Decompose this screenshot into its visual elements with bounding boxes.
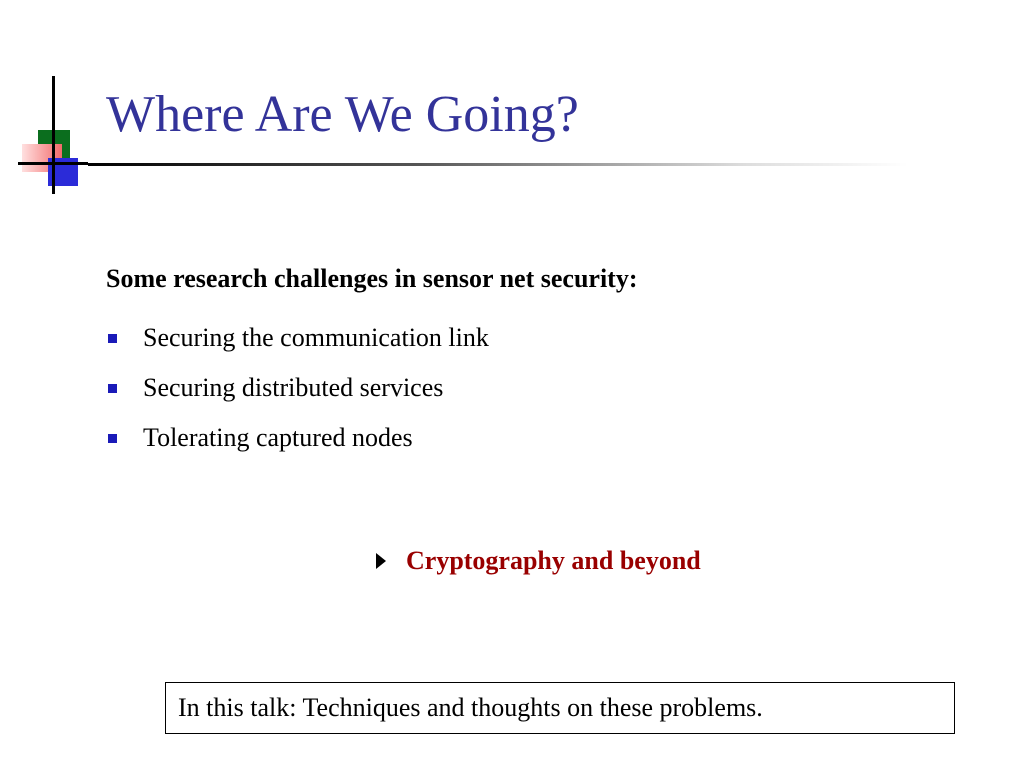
slide-logo-icon bbox=[18, 76, 88, 194]
square-bullet-icon bbox=[108, 384, 117, 393]
logo-vertical-line bbox=[52, 76, 55, 194]
title-underline-rule bbox=[88, 163, 908, 166]
intro-heading: Some research challenges in sensor net security: bbox=[106, 264, 638, 293]
bullet-text: Securing distributed services bbox=[143, 373, 444, 402]
square-bullet-icon bbox=[108, 334, 117, 343]
logo-horizontal-line bbox=[18, 162, 88, 165]
square-bullet-icon bbox=[108, 434, 117, 443]
slide-title: Where Are We Going? bbox=[106, 86, 579, 143]
callout bbox=[376, 546, 701, 576]
bullet-item bbox=[106, 413, 489, 463]
bullet-item bbox=[106, 313, 489, 363]
talk-summary-box bbox=[165, 682, 955, 734]
talk-summary-text: In this talk: Techniques and thoughts on these problems. bbox=[178, 693, 763, 722]
bullet-text: Securing the communication link bbox=[143, 323, 489, 352]
bullet-text: Tolerating captured nodes bbox=[143, 423, 413, 452]
bullet-item bbox=[106, 363, 489, 413]
callout-text: Cryptography and beyond bbox=[406, 546, 701, 575]
bullet-list bbox=[106, 313, 489, 463]
triangle-arrow-icon bbox=[376, 553, 386, 569]
